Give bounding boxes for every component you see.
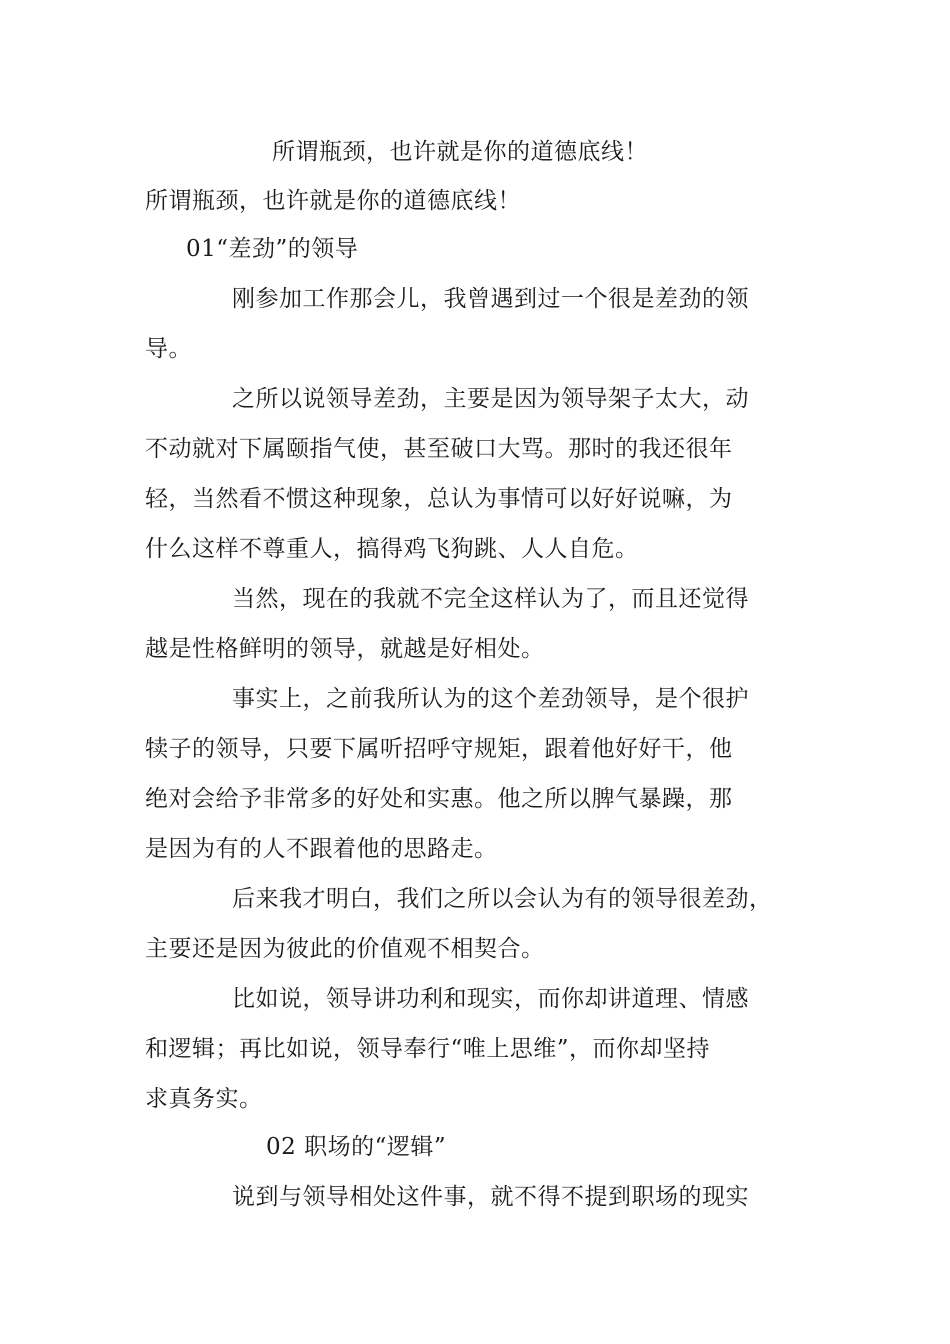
paragraph-line: 当然，现在的我就不完全这样认为了，而且还觉得 — [232, 586, 749, 612]
paragraph-line: 导。 — [145, 336, 192, 362]
paragraph-line: 说到与领导相处这件事，就不得不提到职场的现实 — [232, 1184, 749, 1210]
paragraph-line: 绝对会给予非常多的好处和实惠。他之所以脾气暴躁，那 — [145, 786, 733, 812]
paragraph-line: 犊子的领导，只要下属听招呼守规矩，跟着他好好干，他 — [145, 736, 733, 762]
paragraph-line: 是因为有的人不跟着他的思路走。 — [145, 836, 498, 862]
paragraph-line: 什么这样不尊重人，搞得鸡飞狗跳、人人自危。 — [145, 536, 639, 562]
paragraph-line: 求真务实。 — [145, 1086, 263, 1112]
paragraph-line: 事实上，之前我所认为的这个差劲领导，是个很护 — [232, 686, 749, 712]
section-heading-02: 02 职场的“逻辑” — [266, 1134, 447, 1160]
document-title: 所谓瓶颈，也许就是你的道德底线！ — [272, 139, 648, 165]
paragraph-line: 比如说，领导讲功利和现实，而你却讲道理、情感 — [232, 986, 749, 1012]
paragraph-line: 后来我才明白，我们之所以会认为有的领导很差劲， — [232, 886, 773, 912]
paragraph-line: 轻，当然看不惯这种现象，总认为事情可以好好说嘛，为 — [145, 486, 733, 512]
paragraph-line: 和逻辑；再比如说，领导奉行“唯上思维”，而你却坚持 — [145, 1036, 711, 1062]
section-heading-01: 01“差劲”的领导 — [186, 236, 359, 262]
paragraph-line: 越是性格鲜明的领导，就越是好相处。 — [145, 636, 545, 662]
paragraph-line: 刚参加工作那会儿，我曾遇到过一个很是差劲的领 — [232, 286, 749, 312]
paragraph-line: 主要还是因为彼此的价值观不相契合。 — [145, 936, 545, 962]
document-subtitle: 所谓瓶颈，也许就是你的道德底线！ — [145, 188, 521, 214]
paragraph-line: 之所以说领导差劲，主要是因为领导架子太大，动 — [232, 386, 749, 412]
paragraph-line: 不动就对下属颐指气使，甚至破口大骂。那时的我还很年 — [145, 436, 733, 462]
